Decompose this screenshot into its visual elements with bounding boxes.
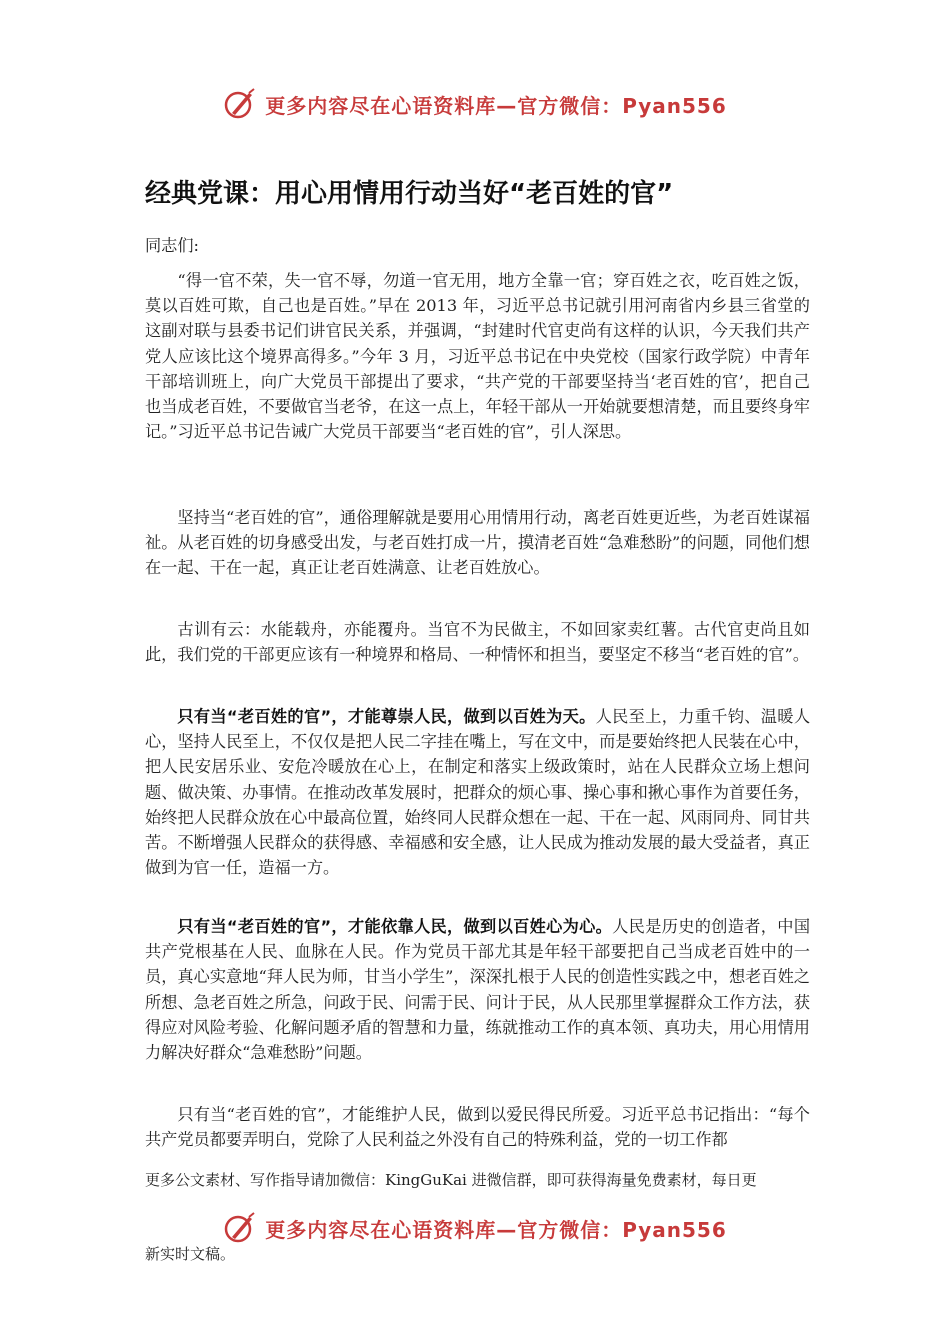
paragraph-text: 只有当“老百姓的官”，才能维护人民，做到以爱民得民所爱。习近平总书记指出：“每个共产党员都要弄明白，党除了人民利益之外没有自己的特殊利益，党的一切工作都: [145, 1105, 810, 1150]
quill-pen-circle-icon: [223, 1211, 257, 1245]
paragraph-1: [145, 268, 810, 444]
paragraph-text: “得一官不荣，失一官不辱，勿道一官无用，地方全靠一官；穿百姓之衣，吃百姓之饭，莫以百姓可欺，自己也是百姓。”早在 2013 年，习近平总书记就引用河南省内乡县三省堂的这副对联与县委书记们讲官民关系，并强调，“封建时代官吏尚有这样的认识，今天我们共产党人应该比这个境界高得多。”今年 3 月，习近平总书记在中央党校（国家行政学院）中青年干部培训班上，向广大党员干部提出了要求，“共产党的干部要坚持当‘老百姓的官’，把自己也当成老百姓，不要做官当老爷，在这一点上，年轻干部从一开始就要想清楚，而且要终身牢记。”习近平总书记告诫广大党员干部要当“老百姓的官”，引人深思。: [145, 271, 810, 442]
quill-pen-circle-icon: [223, 87, 257, 121]
paragraph-6: [145, 1102, 810, 1152]
paragraph-text: 人民是历史的创造者，中国共产党根基在人民、血脉在人民。作为党员干部尤其是年轻干部要把自己当成老百姓中的一员，真心实意地“拜人民为师，甘当小学生”，深深扎根于人民的创造性实践之中，想老百姓之所想、急老百姓之所急，问政于民、问需于民、问计于民，从人民那里掌握群众工作方法，获得应对风险考验、化解问题矛盾的智慧和力量，练就推动工作的真本领、真功夫，用心用情用力解决好群众“急难愁盼”问题。: [145, 917, 811, 1063]
paragraph-5: [145, 914, 810, 1065]
paragraph-4: [145, 704, 810, 880]
watermark-text: 更多内容尽在心语资料库—官方微信：Pyan556: [265, 93, 727, 118]
watermark-top: [0, 84, 950, 124]
paragraph-2: [145, 505, 810, 581]
paragraph-3: [145, 617, 810, 667]
paragraph-lead: 只有当“老百姓的官”，才能依靠人民，做到以百姓心为心。: [177, 917, 613, 936]
paragraph-text: 古训有云：水能载舟，亦能覆舟。当官不为民做主，不如回家卖红薯。古代官吏尚且如此，我们党的干部更应该有一种境界和格局、一种情怀和担当，要坚定不移当“老百姓的官”。: [145, 620, 810, 665]
page-title: 经典党课：用心用情用行动当好“老百姓的官”: [145, 179, 674, 209]
watermark-text: 更多内容尽在心语资料库—官方微信：Pyan556: [265, 1217, 727, 1242]
paragraph-text: 坚持当“老百姓的官”，通俗理解就是要用心用情用行动，离老百姓更近些，为老百姓谋福祉。从老百姓的切身感受出发，与老百姓打成一片，摸清老百姓“急难愁盼”的问题，同他们想在一起、干在一起，真正让老百姓满意、让老百姓放心。: [145, 508, 810, 578]
paragraph-text: 人民至上，力重千钧、温暖人心，坚持人民至上，不仅仅是把人民二字挂在嘴上，写在文中，而是要始终把人民装在心中，把人民安居乐业、安危冷暖放在心上，在制定和落实上级政策时，站在人民群众立场上想问题、做决策、办事情。在推动改革发展时，把群众的烦心事、操心事和揪心事作为首要任务，始终把人民群众放在心中最高位置，始终同人民群众想在一起、干在一起、风雨同舟、同甘共苦。不断增强人民群众的获得感、幸福感和安全感，让人民成为推动发展的最大受益者，真正做到为官一任，造福一方。: [145, 707, 811, 878]
greeting: 同志们:: [145, 236, 200, 255]
footer-note: 更多公文素材、写作指导请加微信：KingGuKai 进微信群，即可获得海量免费素材，每日更: [145, 1171, 757, 1189]
footer-note-continued: 新实时文稿。: [145, 1245, 236, 1263]
paragraph-lead: 只有当“老百姓的官”，才能尊崇人民，做到以百姓为天。: [177, 707, 596, 726]
